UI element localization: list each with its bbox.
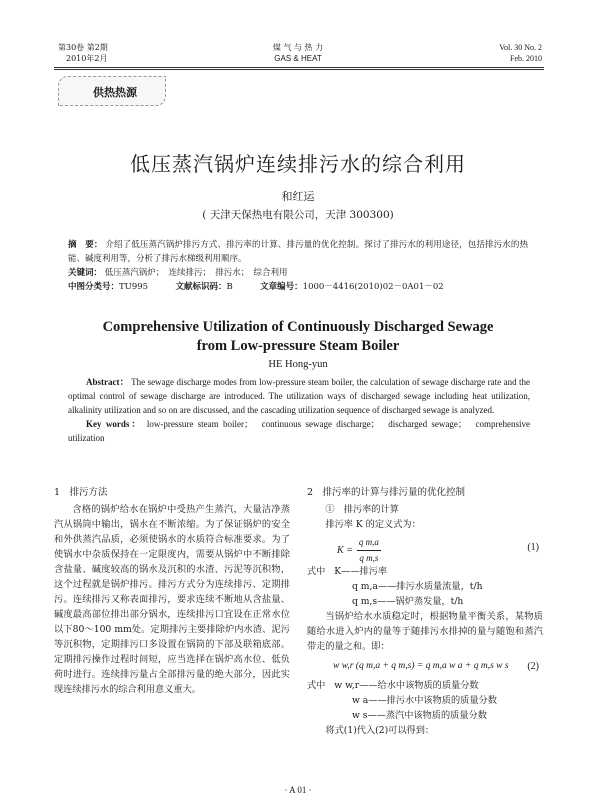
clc-label: 中图分类号： [68, 282, 120, 292]
right-column [307, 485, 543, 738]
header-right [499, 42, 542, 64]
definition-ws: w s——蒸汽中该物质的质量分数 [352, 710, 487, 721]
classification-line [68, 280, 528, 294]
publish-date: 2010年2月 [66, 54, 108, 63]
doc-code-label: 文献标识码： [175, 282, 227, 292]
equation-1 [307, 532, 543, 564]
affiliation: ( 天津天保热电有限公司，天津 300300) [202, 209, 394, 221]
equation-1-fraction [357, 535, 381, 566]
author-en: HE Hong-yun [268, 359, 328, 370]
where-label-1: 式中 [307, 566, 326, 577]
where-block-1 [307, 564, 543, 579]
doc-code-value: B [226, 282, 233, 292]
english-title [0, 318, 596, 356]
volume-issue-en: Vol. 30 No. 2 [499, 43, 542, 52]
section-1-heading: 1 排污方法 [54, 487, 108, 498]
definition-k: K——排污率 [334, 566, 388, 577]
section-1-paragraph: 含格的锅炉给水在锅炉中受热产生蒸汽，大量洁净蒸汽从锅筒中输出，锅水在不断浓缩。为了保证锅炉的安全和外供蒸汽品质，必须使锅水的水质符合标准要求。为了使锅水中杂质保持在一定限度内，需要从锅炉中不断排除含盐量、碱度较高的锅水及沉积的水渣、污泥等沉积物，这个过程就是锅炉排污。排污方式分为连续排污、定期排污。连续排污又称表面排污，要求连续不断地从含盐量、碱度最高部位排出部分锅水，连续排污口宜设在正常水位以下80～100 mm处。定期排污主要排除炉内水渣、泥污等沉积物，定期排污口多设置在锅筒的下部及联箱底部。定期排污操作过程时间短，应当选择在锅炉高水位、低负荷时进行。连续排污量占全部排污量的绝大部分，因此实现连续排污水的综合利用意义重大。 [54, 504, 290, 695]
equation-2-expression: w w,r (q m,a + q m,s) = q m,a w a + q m,s w s [333, 661, 509, 671]
page-number: · A 01 · [284, 785, 312, 795]
keywords-cn-label: 关键词： [68, 268, 103, 278]
publish-date-en: Feb. 2010 [510, 54, 542, 63]
column-tag [58, 76, 166, 106]
equation-1-numerator: q m,a [357, 535, 381, 551]
abstract-en-text: The sewage discharge modes from low-pressure steam boiler, the calculation of sewage discharge rate and the optimal control of sewage discharge are introduced. The utilization ways of discharged sewage including heat utilization, alkalinity utilization and so on are discussed, and the cascading utilization sequence of discharged sewage is analyzed. [68, 377, 530, 415]
section-2-heading: 2 排污率的计算与排污量的优化控制 [307, 487, 466, 498]
clc-value: TU995 [119, 282, 149, 292]
equation-1-lhs: K = [337, 545, 353, 556]
english-title-line2: from Low-pressure Steam Boiler [196, 338, 400, 354]
header-rule-top [54, 67, 544, 68]
definition-qms: q m,s——锅炉蒸发量，t/h [352, 596, 464, 607]
definition-qma: q m,a——排污水质量流量，t/h [352, 581, 483, 592]
journal-name-en: GAS & HEAT [274, 54, 322, 63]
abstract-en [68, 375, 530, 445]
abstract-cn-label: 摘 要： [68, 240, 103, 250]
abstract-en-body [68, 375, 530, 417]
subsection-heading: ① 排污率的计算 [325, 504, 399, 515]
paper-title: 低压蒸汽锅炉连续排污水的综合利用 [130, 152, 466, 176]
journal-name-cn: 煤 气 与 热 力 [272, 43, 324, 52]
keywords-cn-text: 低压蒸汽锅炉； 连续排污； 排污水； 综合利用 [104, 268, 288, 278]
equation-1-number: (1) [527, 542, 539, 553]
header-rule-bottom [54, 69, 544, 70]
keywords-cn [68, 266, 528, 280]
abstract-cn [68, 238, 528, 294]
column-tag-label: 供热热源 [93, 86, 137, 99]
article-no-label: 文章编号： [260, 282, 303, 292]
where-block-2 [307, 678, 543, 693]
where-label-2: 式中 [307, 680, 326, 691]
definition-wwr: w w,r——给水中该物质的质量分数 [334, 680, 479, 691]
author-cn: 和红运 [281, 190, 315, 203]
mass-balance-paragraph: 当锅炉给水水质稳定时，根据物量平衡关系，某物质随给水进入炉内的量等于随排污水排掉的量与随饱和蒸汽带走的量之和。即： [307, 611, 543, 652]
keywords-en-text: low-pressure steam boiler； continuous sewage discharge； discharged sewage； comprehensive utilization [68, 419, 531, 443]
abstract-cn-text: 介绍了低压蒸汽锅炉排污方式、排污率的计算、排污量的优化控制。探讨了排污水的利用途径，包括排污水的热能、碱度利用等，分析了排污水梯级利用顺序。 [68, 240, 528, 264]
equation-1-denominator: q m,s [359, 553, 379, 563]
english-title-line1: Comprehensive Utilization of Continuously Discharged Sewage [102, 319, 494, 335]
volume-issue: 第30卷 第2期 [58, 43, 108, 52]
abstract-en-label: Abstract： [86, 377, 129, 387]
equation-2 [307, 654, 543, 678]
definition-wa: w a——排污水中该物质的质量分数 [352, 695, 497, 706]
left-column [54, 485, 290, 697]
substitution-line: 将式(1)代入(2)可以得到： [325, 725, 435, 736]
abstract-cn-body [68, 238, 528, 266]
keywords-en-label: Key words： [86, 419, 143, 429]
equation-2-number: (2) [527, 661, 539, 672]
article-no-value: 1000－4416(2010)02－0A01－02 [302, 282, 444, 292]
definition-intro: 排污率 K 的定义式为： [325, 519, 421, 530]
keywords-en [68, 417, 530, 445]
equation-1-expression [337, 535, 381, 566]
